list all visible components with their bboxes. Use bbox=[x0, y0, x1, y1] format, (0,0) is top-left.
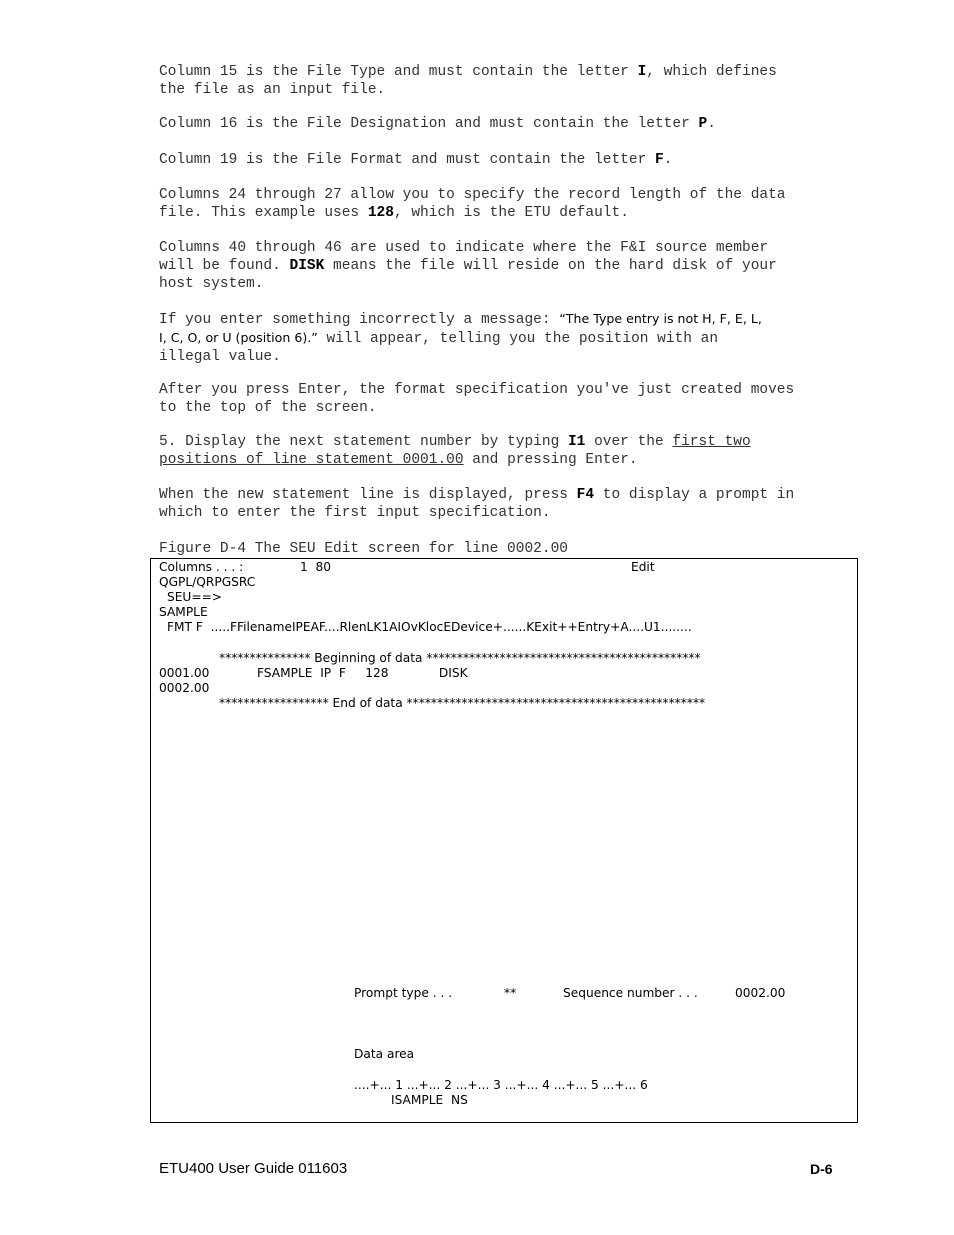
text: will be found. bbox=[159, 258, 290, 274]
text: over the bbox=[585, 434, 673, 450]
text: file. This example uses bbox=[159, 205, 368, 221]
paragraph-error-message bbox=[159, 310, 879, 366]
text: Column 19 is the File Format and must contain the letter bbox=[159, 152, 655, 168]
text: and pressing Enter. bbox=[463, 452, 638, 468]
statement-number[interactable]: 0002.00 bbox=[159, 681, 210, 695]
bold-text: F bbox=[654, 152, 664, 168]
paragraph-record-length bbox=[159, 186, 879, 222]
bold-text: 128 bbox=[367, 205, 394, 221]
message-text: “The Type entry is not H, F, E, L, bbox=[559, 311, 762, 326]
text: illegal value. bbox=[159, 349, 281, 365]
text: , which is the ETU default. bbox=[393, 205, 629, 221]
bold-text: I1 bbox=[567, 434, 586, 450]
footer-title: ETU400 User Guide 011603 bbox=[159, 1160, 348, 1177]
text: . bbox=[707, 116, 716, 132]
page-number: D-6 bbox=[810, 1161, 833, 1177]
screen-mode: Edit bbox=[631, 560, 655, 574]
text: After you press Enter, the format specification you've just created moves bbox=[159, 382, 795, 398]
figure-caption: Figure D-4 The SEU Edit screen for line 0002.00 bbox=[159, 541, 568, 557]
column-ruler: ....+... 1 ...+... 2 ...+... 3 ...+... 4 ...+... 5 ...+... 6 bbox=[354, 1078, 648, 1092]
sequence-number-label: Sequence number . . . bbox=[563, 986, 698, 1000]
bold-text: I bbox=[637, 64, 647, 80]
data-area-label: Data area bbox=[354, 1047, 415, 1061]
paragraph-after-enter bbox=[159, 381, 879, 417]
text: 5. Display the next statement number by typing bbox=[159, 434, 568, 450]
seu-command-prompt[interactable]: SEU==> bbox=[167, 590, 222, 604]
text: host system. bbox=[159, 276, 264, 292]
text: to display a prompt in bbox=[594, 487, 795, 503]
underlined-text: positions of line statement 0001.00 bbox=[159, 452, 464, 468]
paragraph-file-designation bbox=[159, 115, 879, 133]
text: the file as an input file. bbox=[159, 82, 386, 98]
text: . bbox=[663, 152, 673, 168]
library-name: QGPL/QRPGSRC bbox=[159, 575, 256, 589]
bold-text: P bbox=[698, 116, 708, 132]
paragraph-press-f4 bbox=[159, 486, 879, 522]
format-line: FMT F .....FFilenameIPEAF....RlenLK1AIOvKlocEDevice+......KExit++Entry+A....U1........ bbox=[167, 620, 692, 634]
text: will appear, telling you the position with an bbox=[317, 331, 719, 347]
text: If you enter something incorrectly a message: bbox=[159, 312, 560, 328]
underlined-text: first two bbox=[672, 434, 751, 450]
bold-text: F4 bbox=[576, 487, 595, 503]
bold-text: DISK bbox=[289, 258, 325, 274]
paragraph-source-location bbox=[159, 239, 879, 293]
sequence-number-value: 0002.00 bbox=[735, 986, 786, 1000]
paragraph-step-5 bbox=[159, 433, 879, 469]
prompt-type-label: Prompt type . . . bbox=[354, 986, 453, 1000]
paragraph-file-format bbox=[159, 151, 879, 169]
prompt-type-value: ** bbox=[504, 986, 517, 1000]
columns-label: Columns . . . : bbox=[159, 560, 244, 574]
message-text: I, C, O, or U (position 6).” bbox=[159, 330, 318, 345]
paragraph-file-type bbox=[159, 63, 879, 99]
statement-text[interactable]: FSAMPLE IP F 128 DISK bbox=[257, 666, 468, 680]
end-of-data: ****************** End of data ************************************************* bbox=[219, 696, 706, 710]
text: When the new statement line is displayed, press bbox=[159, 487, 577, 503]
statement-number[interactable]: 0001.00 bbox=[159, 666, 210, 680]
beginning-of-data: *************** Beginning of data ********************************************* bbox=[219, 651, 701, 665]
text: to the top of the screen. bbox=[159, 400, 377, 416]
seu-edit-screen bbox=[150, 558, 858, 1123]
text: which to enter the first input specification. bbox=[159, 505, 551, 521]
text: Column 15 is the File Type and must contain the letter bbox=[159, 64, 638, 80]
columns-value: 1 80 bbox=[300, 560, 332, 574]
text: , which defines bbox=[646, 64, 777, 80]
data-area-field[interactable]: ISAMPLE NS bbox=[391, 1093, 468, 1107]
text: Columns 24 through 27 allow you to specify the record length of the data bbox=[159, 187, 786, 203]
text: Column 16 is the File Designation and must contain the letter bbox=[159, 116, 699, 132]
text: means the file will reside on the hard disk of your bbox=[324, 258, 777, 274]
member-name: SAMPLE bbox=[159, 605, 208, 619]
text: Columns 40 through 46 are used to indicate where the F&I source member bbox=[159, 240, 769, 256]
